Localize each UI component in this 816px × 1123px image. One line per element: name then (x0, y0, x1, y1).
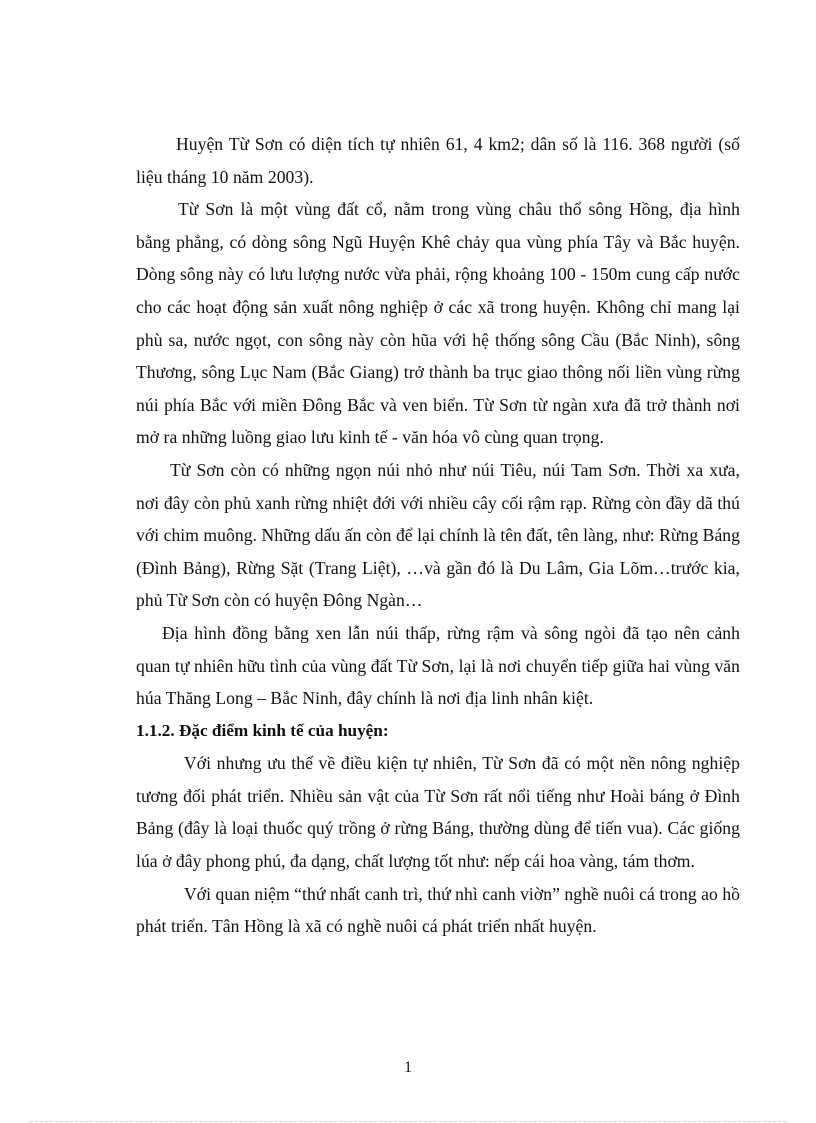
document-body (136, 128, 740, 943)
paragraph-area-population: Huyện Từ Sơn có diện tích tự nhiên 61, 4 km2; dân số là 116. 368 người (số liệu tháng 10 năm 2003). (136, 134, 740, 187)
paragraph-agriculture: Với nhưng ưu thế về điều kiện tự nhiên, Từ Sơn đã có một nền nông nghiệp tương đối phát triển. Nhiều sản vật của Từ Sơn rất nổi tiếng như Hoài báng ở Đình Bảng (đây là loại thuốc quý trồng ở rừng Báng, thường dùng để tiến vua). Các giống lúa ở đây phong phú, đa dạng, chất lượng tốt như: nếp cái hoa vàng, tám thơm. (136, 753, 740, 872)
page-number: 1 (404, 1059, 412, 1076)
paragraph-geography-river: Từ Sơn là một vùng đất cổ, nằm trong vùng châu thổ sông Hồng, địa hình bằng phẳng, có dòng sông Ngũ Huyện Khê chảy qua vùng phía Tây và Bắc huyện. Dòng sông này có lưu lượng nước vừa phải, rộng khoảng 100 - 150m cung cấp nước cho các hoạt động sản xuất nông nghiệp ở các xã trong huyện. Không chỉ mang lại phù sa, nước ngọt, con sông này còn hũa với hệ thống sông Cầu (Bắc Ninh), sông Thương, sông Lục Nam (Bắc Giang) trở thành ba trục giao thông nối liền vùng rừng núi phía Bắc với miền Đông Bắc và ven biển. Từ Sơn từ ngàn xưa đã trở thành nơi mở ra những luồng giao lưu kinh tế - văn hóa vô cùng quan trọng. (136, 199, 740, 448)
paragraph-landscape: Địa hình đồng bằng xen lẫn núi thấp, rừng rậm và sông ngòi đã tạo nên cảnh quan tự nhiên hữu tình của vùng đất Từ Sơn, lại là nơi chuyển tiếp giữa hai vùng văn húa Thăng Long – Bắc Ninh, đây chính là nơi địa linh nhân kiệt. (136, 622, 740, 709)
paragraph-fish-farming: Với quan niệm “thứ nhất canh trì, thứ nhì canh viờn” nghề nuôi cá trong ao hồ phát triển. Tân Hồng là xã có nghề nuôi cá phát triển nhất huyện. (136, 883, 741, 937)
page-bottom-divider (30, 1121, 786, 1122)
section-heading: 1.1.2. Đặc điểm kinh tế của huyện: (136, 720, 389, 740)
paragraph-mountains-forests: Từ Sơn còn có những ngọn núi nhỏ như núi Tiêu, núi Tam Sơn. Thời xa xưa, nơi đây còn phủ xanh rừng nhiệt đới với nhiều cây cối rậm rạp. Rừng còn đầy dã thú với chim muông. Những dấu ấn còn để lại chính là tên đất, tên làng, như: Rừng Báng (Đình Bảng), Rừng Sặt (Trang Liệt), …và gần đó là Du Lâm, Gia Lõm…trước kia, phủ Từ Sơn còn có huyện Đông Ngàn… (136, 459, 740, 611)
